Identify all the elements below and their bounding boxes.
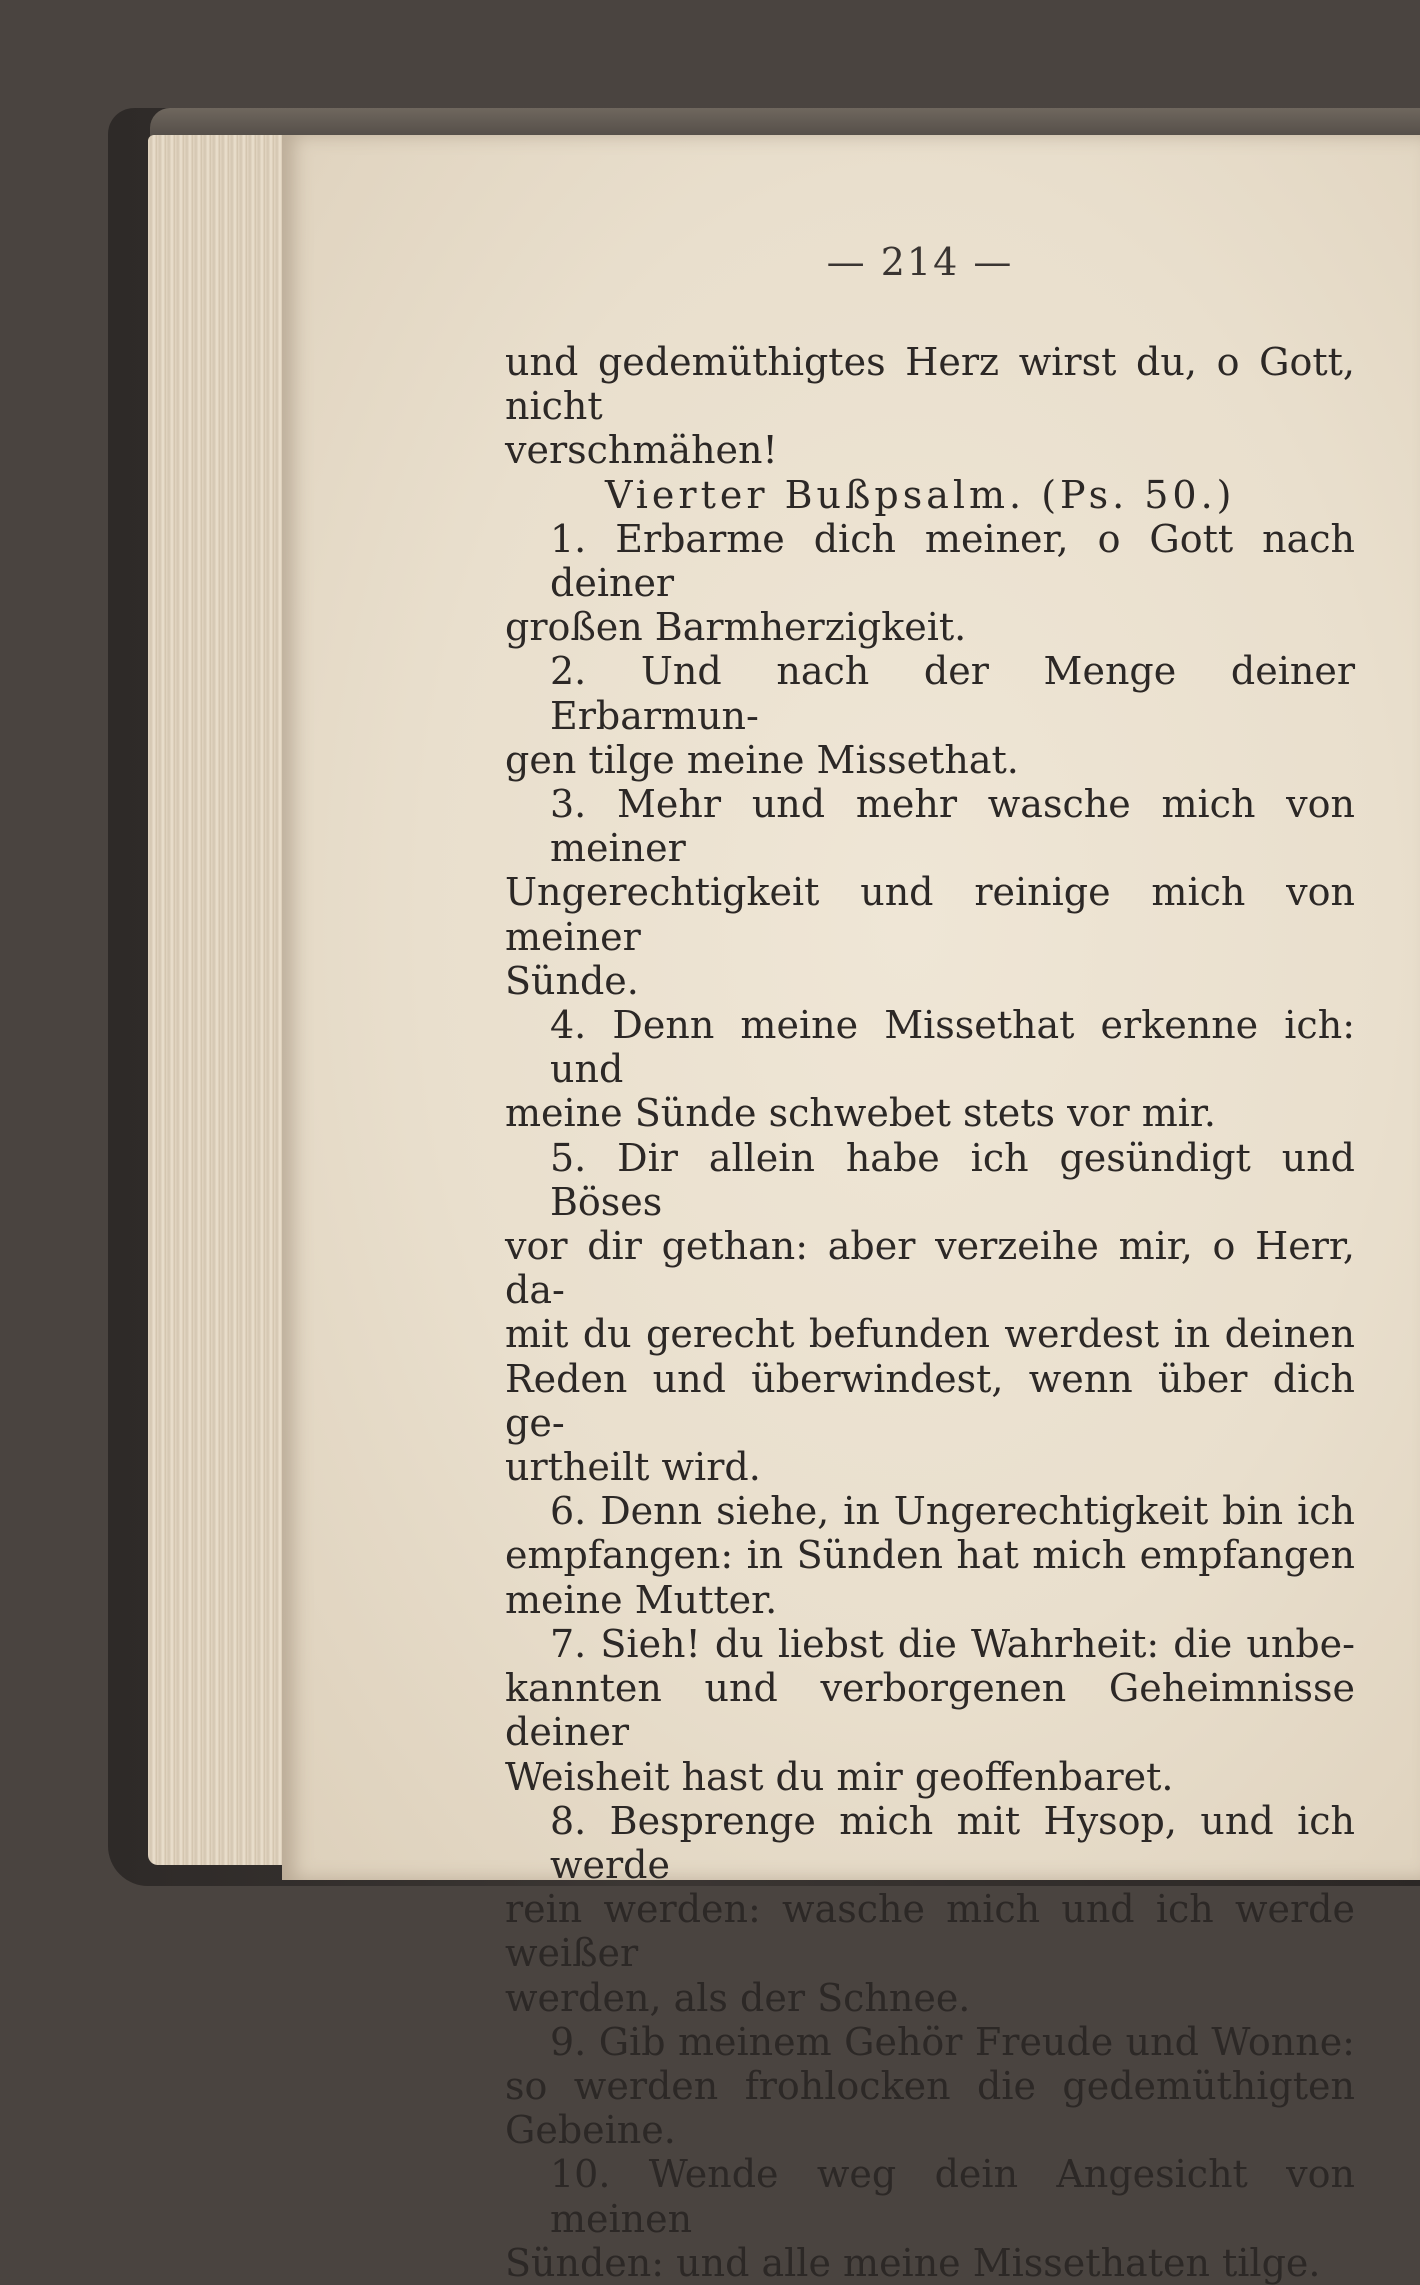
text-line: werden, als der Schnee. [505, 1975, 971, 2020]
text-line: Weisheit hast du mir geoffenbaret. [505, 1754, 1174, 1799]
text-line: rein werden: wasche mich und ich werde weißer [505, 1887, 1355, 1976]
text-line: Ungerechtigkeit und reinige mich von meiner [505, 870, 1355, 959]
text-line: 3. Mehr und mehr wasche mich von meiner [550, 782, 1355, 871]
text-line: kannten und verborgenen Geheimnisse deiner [505, 1666, 1355, 1755]
text-line: 4. Denn meine Missethat erkenne ich: und [550, 1003, 1355, 1092]
page-number: — 214 — [826, 240, 1014, 284]
text-line: vor dir gethan: aber verzeihe mir, o Herr, da- [505, 1224, 1355, 1313]
text-line: großen Barmherzigkeit. [505, 605, 967, 650]
text-line: meine Sünde schwebet stets vor mir. [505, 1091, 1216, 1136]
page-text [505, 340, 1355, 2285]
text-line: 10. Wende weg dein Angesicht von meinen [550, 2152, 1355, 2241]
text-line: 6. Denn siehe, in Ungerechtigkeit bin ich [550, 1489, 1355, 1534]
text-line: 1. Erbarme dich meiner, o Gott nach deiner [550, 516, 1355, 606]
text-line: 9. Gib meinem Gehör Freude und Wonne: [550, 2019, 1355, 2064]
text-line: 7. Sieh! du liebst die Wahrheit: die unbe- [550, 1621, 1355, 1666]
text-line: verschmähen! [505, 428, 778, 473]
text-line: so werden frohlocken die gedemüthigten Gebeine. [505, 2063, 1355, 2153]
text-line: meine Mutter. [505, 1577, 778, 1622]
section-heading: Vierter Bußpsalm. (Ps. 50.) [605, 472, 1236, 517]
text-line: 2. Und nach der Menge deiner Erbarmun- [550, 649, 1355, 738]
text-line: gen tilge meine Missethat. [505, 737, 1019, 782]
text-line: urtheilt wird. [505, 1445, 761, 1490]
text-line: und gedemüthigtes Herz wirst du, o Gott, nicht [505, 340, 1355, 429]
text-line: empfangen: in Sünden hat mich empfangen [505, 1533, 1355, 1578]
text-line: 8. Besprenge mich mit Hysop, und ich werde [550, 1798, 1355, 1887]
text-line: Sünden: und alle meine Missethaten tilge. [505, 2240, 1321, 2285]
page-edges [148, 135, 288, 1865]
text-line: mit du gerecht befunden werdest in deinen [505, 1312, 1355, 1357]
text-line: 5. Dir allein habe ich gesündigt und Böses [550, 1135, 1355, 1224]
text-line: Sünde. [505, 958, 639, 1003]
text-line: Reden und überwindest, wenn über dich ge- [505, 1356, 1355, 1445]
